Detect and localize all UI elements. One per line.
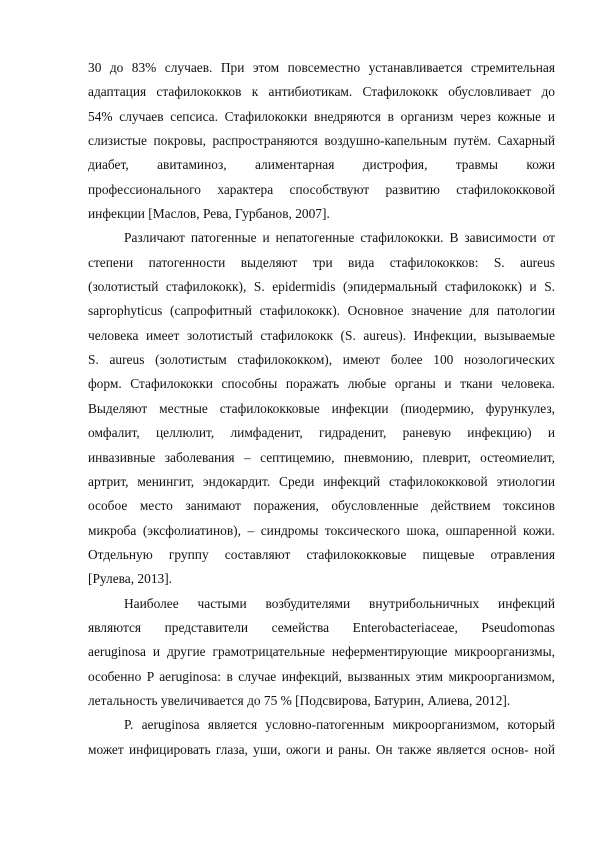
text-line: форм. Стафилококки способны поражать любые органы и ткани человека. [88,376,555,392]
text-line: P. aeruginosa является условно-патогенным микроорганизмом, который [124,717,555,733]
text-line: микроба (эксфолиатинов), – синдромы токсического шока, ошпаренной кожи. [88,522,555,538]
paragraph-1 [88,56,555,226]
paragraph-4 [88,713,555,762]
text-line: инфекции [Маслов, Рева, Гурбанов, 2007]. [88,206,330,222]
text-line: инвазивные заболевания – септицемию, пневмонию, плеврит, остеомиелит, [88,449,555,465]
text-line: артрит, менингит, эндокардит. Среди инфекций стафилококковой этиологии [88,473,555,489]
text-line: Различают патогенные и непатогенные стафилококки. В зависимости от [124,230,555,246]
text-line: Отдельную группу составляют стафилококковые пищевые отравления [88,546,555,562]
paragraph-2 [88,226,555,591]
text-line: может инфицировать глаза, уши, ожоги и раны. Он также является основ- ной [88,741,555,757]
text-line: Выделяют местные стафилококковые инфекции (пиодермию, фурункулез, [88,400,555,416]
text-line: Наиболее частыми возбудителями внутрибольничных инфекций [124,595,555,611]
text-line: S. aureus (золотистым стафилококком), имеют более 100 нозологических [88,352,555,368]
text-line: [Рулева, 2013]. [88,571,173,587]
text-line: 30 до 83% случаев. При этом повсеместно устанавливается стремительная [88,60,555,75]
body-text [88,56,555,762]
text-line: летальность увеличивается до 75 % [Подсвирова, Батурин, Алиева, 2012]. [88,692,511,708]
text-line: являются представители семейства Enterobacteriaceae, Pseudomonas [88,619,555,635]
text-line: особое место занимают поражения, обусловленные действием токсинов [88,498,555,514]
text-line: омфалит, целлюлит, лимфаденит, гидраденит, раневую инфекцию) и [88,425,555,441]
text-line: диабет, авитаминоз, алиментарная дистрофия, травмы кожи [88,157,555,173]
paragraph-3 [88,592,555,714]
text-line: 54% случаев сепсиса. Стафилококки внедряются в организм через кожные и [88,108,555,124]
text-line: saprophyticus (сапрофитный стафилококк). Основное значение для патологии [88,303,555,319]
text-line: человека имеет золотистый стафилококк (S. aureus). Инфекции, вызываемые [88,327,555,343]
text-line: aeruginosa и другие грамотрицательные неферментирующие микроорганизмы, [88,644,555,660]
text-line: профессионального характера способствуют развитию стафилококковой [88,181,555,197]
text-line: слизистые покровы, распространяются воздушно-капельным путём. Сахарный [88,133,555,149]
text-line: особенно P aeruginosa: в случае инфекций, вызванных этим микроорганизмом, [88,668,555,684]
text-line: (золотистый стафилококк), S. epidermidis (эпидермальный стафилококк) и S. [88,279,555,295]
text-line: степени патогенности выделяют три вида стафилококков: S. aureus [88,254,555,270]
text-line: адаптация стафилококков к антибиотикам. Стафилококк обусловливает до [88,84,555,100]
